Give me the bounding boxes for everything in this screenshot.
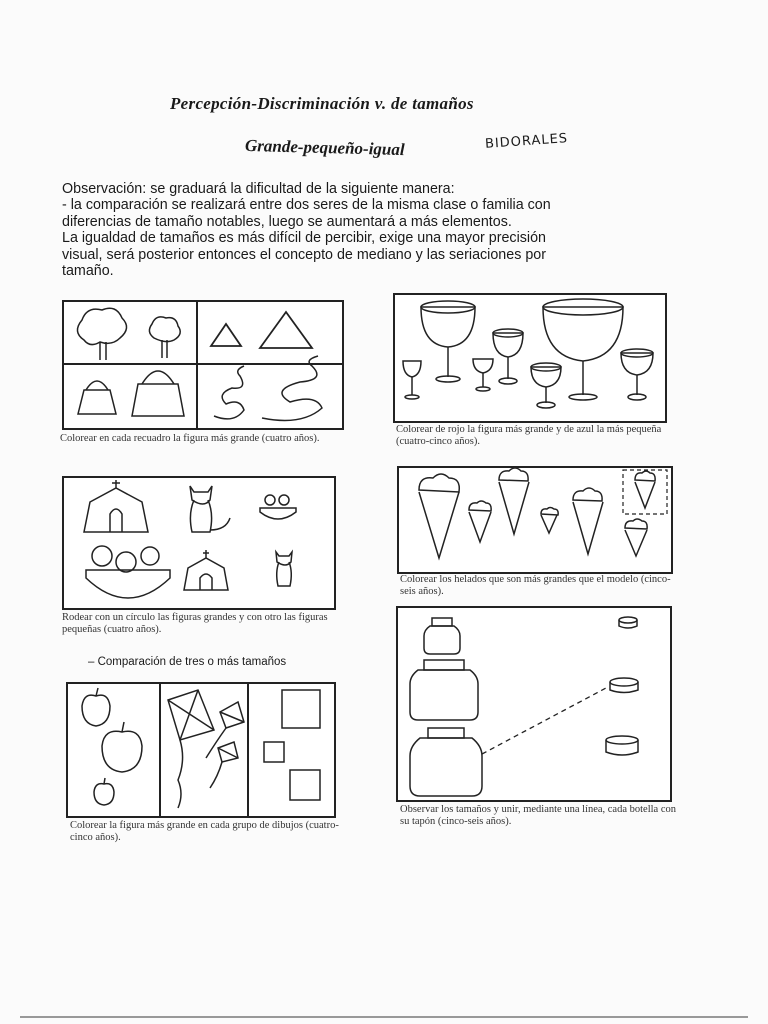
- square-large-icon: [282, 690, 320, 728]
- ice-cream-small-icon: [469, 501, 491, 542]
- bottle-small-icon: [424, 618, 460, 654]
- apple-large-icon: [102, 722, 142, 772]
- cat-large-icon: [190, 486, 230, 532]
- bottle-medium-icon: [410, 660, 478, 720]
- goblet-icon: [543, 299, 623, 400]
- observation-line: visual, será posterior entonces el concepto de mediano y las seriaciones por: [62, 246, 546, 263]
- exercise-6-caption: Observar los tamaños y unir, mediante una línea, cada botella con su tapón (cinco-seis años).: [400, 804, 676, 827]
- snake-large-icon: [262, 356, 322, 420]
- bottom-edge-line: [20, 1016, 748, 1018]
- exercise-5-caption: Colorear los helados que son más grandes que el modelo (cinco-seis años).: [400, 574, 671, 597]
- goblet-icon: [531, 363, 561, 408]
- exercise-6-drawing: [398, 608, 670, 800]
- ice-cream-small-icon: [625, 519, 647, 556]
- ice-cream-small-icon: [541, 508, 558, 534]
- ice-cream-large-icon: [419, 474, 459, 558]
- exercise-4-drawing: [395, 295, 665, 421]
- exercise-1-drawing: [64, 302, 342, 428]
- exercise-2-panel: [62, 476, 336, 610]
- apple-small-icon: [94, 778, 114, 805]
- cap-large-icon: [606, 736, 638, 755]
- triangle-small-icon: [211, 324, 241, 346]
- observation-line: tamaño.: [62, 263, 114, 280]
- exercise-5-panel: [397, 466, 673, 574]
- tree-large-icon: [77, 308, 126, 360]
- page-title: Percepción-Discriminación v. de tamaños: [170, 94, 474, 113]
- ice-cream-model-icon: [635, 471, 655, 508]
- cat-small-icon: [276, 552, 292, 586]
- exercise-3-panel: [66, 682, 336, 818]
- cap-small-icon: [619, 617, 637, 628]
- exercise-3-drawing: [68, 684, 334, 816]
- ice-cream-medium-icon: [573, 488, 603, 554]
- bottle-large-icon: [410, 728, 482, 796]
- square-small-icon: [264, 742, 284, 762]
- observation-line: - la comparación se realizará entre dos seres de la misma clase o familia con: [62, 197, 551, 214]
- exercise-4-caption: Colorear de rojo la figura más grande y de azul la más pequeña (cuatro-cinco años).: [396, 424, 662, 447]
- observation-line: La igualdad de tamaños es más difícil de percibir, exige una mayor precisión: [62, 230, 546, 247]
- goblet-icon: [493, 329, 523, 384]
- bag-large-icon: [132, 371, 184, 416]
- snake-small-icon: [214, 366, 244, 419]
- observation-line: diferencias de tamaño notables, luego se aumentará a más elementos.: [62, 213, 512, 230]
- exercise-5-drawing: [399, 468, 671, 572]
- kite-large-icon: [168, 690, 214, 808]
- goblet-icon: [621, 349, 653, 400]
- tree-small-icon: [149, 317, 180, 358]
- handwritten-note: BIDORALES: [484, 131, 569, 152]
- cap-medium-icon: [610, 678, 638, 693]
- apple-medium-icon: [82, 688, 110, 726]
- house-large-icon: [84, 480, 148, 532]
- observation-paragraph: [62, 181, 642, 279]
- exercise-1-panel: [62, 300, 344, 430]
- exercise-6-panel: [396, 606, 672, 802]
- goblet-icon: [421, 301, 475, 382]
- observation-line: Observación: se graduará la dificultad de la siguiente manera:: [62, 181, 455, 197]
- triangle-large-icon: [260, 312, 312, 348]
- bag-small-icon: [78, 381, 116, 414]
- exercise-1-caption: Colorear en cada recuadro la figura más grande (cuatro años).: [60, 433, 320, 444]
- ice-cream-medium-icon: [499, 468, 529, 534]
- page-subtitle: Grande-pequeño-igual: [244, 135, 405, 160]
- kite-small-icon: [210, 742, 238, 788]
- basket-large-icon: [86, 546, 170, 598]
- exercise-3-caption: Colorear la figura más grande en cada grupo de dibujos (cuatro-cinco años).: [70, 820, 339, 843]
- square-medium-icon: [290, 770, 320, 800]
- goblet-icon: [473, 359, 493, 391]
- exercise-2-drawing: [64, 478, 334, 608]
- exercise-2-caption: Rodear con un círculo las figuras grandes y con otro las figuras pequeñas (cuatro años).: [62, 612, 328, 635]
- house-small-icon: [184, 550, 228, 590]
- goblet-icon: [403, 361, 421, 399]
- basket-small-icon: [260, 495, 296, 519]
- section-heading: – Comparación de tres o más tamaños: [88, 656, 287, 668]
- connecting-line: [482, 688, 606, 754]
- exercise-4-panel: [393, 293, 667, 423]
